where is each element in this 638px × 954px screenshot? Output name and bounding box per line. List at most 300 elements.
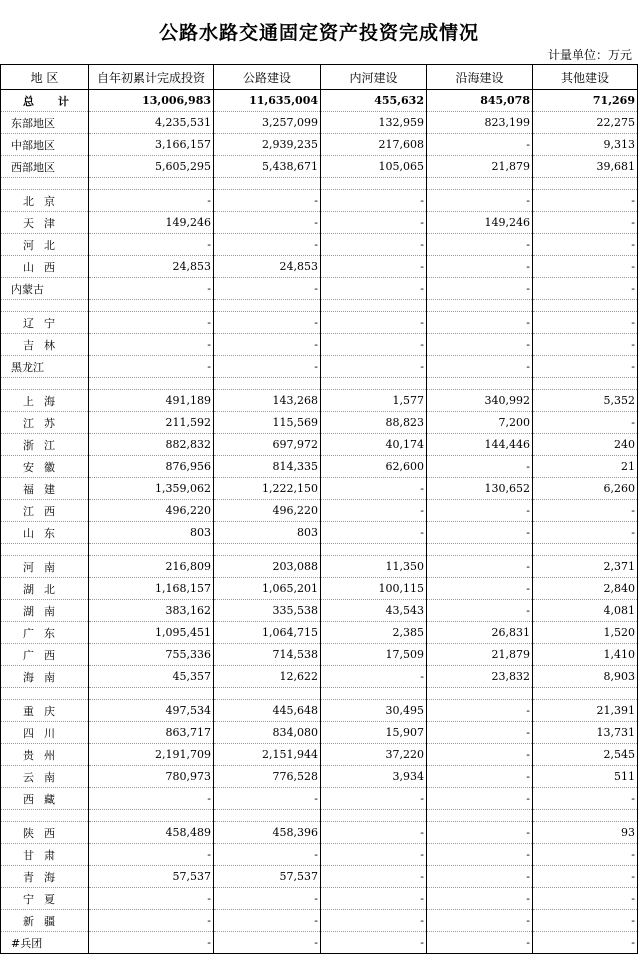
- region-cell: 广西: [1, 644, 89, 666]
- road-construction-cell: 697,972: [214, 434, 321, 456]
- spacer-cell: [533, 688, 638, 700]
- coastal-construction-cell: -: [427, 600, 533, 622]
- total-investment-cell: 5,605,295: [89, 156, 214, 178]
- region-cell: 浙江: [1, 434, 89, 456]
- table-row: [1, 112, 638, 134]
- coastal-construction-cell: 130,652: [427, 478, 533, 500]
- road-construction-cell: 814,335: [214, 456, 321, 478]
- spacer-cell: [321, 378, 427, 390]
- other-construction-cell: 39,681: [533, 156, 638, 178]
- region-cell: 黑龙江: [1, 356, 89, 378]
- inland-waterway-cell: 40,174: [321, 434, 427, 456]
- total-investment-cell: -: [89, 844, 214, 866]
- road-construction-cell: 335,538: [214, 600, 321, 622]
- table-row: [1, 390, 638, 412]
- road-construction-cell: -: [214, 932, 321, 954]
- inland-waterway-cell: 217,608: [321, 134, 427, 156]
- region-cell: 西部地区: [1, 156, 89, 178]
- spacer-cell: [427, 178, 533, 190]
- table-row: [1, 134, 638, 156]
- total-investment-cell: -: [89, 888, 214, 910]
- spacer-cell: [321, 300, 427, 312]
- spacer-cell: [533, 178, 638, 190]
- region-cell: 总 计: [1, 90, 89, 112]
- region-cell: 新疆: [1, 910, 89, 932]
- coastal-construction-cell: -: [427, 866, 533, 888]
- table-row: [1, 622, 638, 644]
- table-row: [1, 766, 638, 788]
- spacer-cell: [1, 378, 89, 390]
- spacer-row: [1, 688, 638, 700]
- table-header-row: [1, 65, 638, 90]
- other-construction-cell: 4,081: [533, 600, 638, 622]
- total-investment-cell: 1,168,157: [89, 578, 214, 600]
- spacer-cell: [1, 810, 89, 822]
- region-cell: 安徽: [1, 456, 89, 478]
- coastal-construction-cell: -: [427, 456, 533, 478]
- column-header-total-investment: 自年初累计完成投资: [89, 65, 214, 90]
- total-investment-cell: 1,095,451: [89, 622, 214, 644]
- table-row: [1, 256, 638, 278]
- road-construction-cell: 496,220: [214, 500, 321, 522]
- table-row: [1, 578, 638, 600]
- table-row: [1, 700, 638, 722]
- total-investment-cell: -: [89, 932, 214, 954]
- road-construction-cell: -: [214, 334, 321, 356]
- region-cell: 江西: [1, 500, 89, 522]
- coastal-construction-cell: -: [427, 334, 533, 356]
- coastal-construction-cell: 144,446: [427, 434, 533, 456]
- other-construction-cell: -: [533, 932, 638, 954]
- inland-waterway-cell: -: [321, 334, 427, 356]
- region-cell: 中部地区: [1, 134, 89, 156]
- inland-waterway-cell: -: [321, 234, 427, 256]
- table-row: [1, 212, 638, 234]
- region-cell: 江苏: [1, 412, 89, 434]
- other-construction-cell: -: [533, 500, 638, 522]
- inland-waterway-cell: -: [321, 212, 427, 234]
- coastal-construction-cell: -: [427, 700, 533, 722]
- region-cell: 海南: [1, 666, 89, 688]
- coastal-construction-cell: -: [427, 312, 533, 334]
- spacer-cell: [321, 178, 427, 190]
- spacer-cell: [214, 300, 321, 312]
- table-row: [1, 334, 638, 356]
- inland-waterway-cell: -: [321, 822, 427, 844]
- road-construction-cell: -: [214, 234, 321, 256]
- inland-waterway-cell: 11,350: [321, 556, 427, 578]
- spacer-cell: [533, 544, 638, 556]
- other-construction-cell: -: [533, 844, 638, 866]
- spacer-cell: [1, 544, 89, 556]
- inland-waterway-cell: -: [321, 844, 427, 866]
- region-cell: 甘肃: [1, 844, 89, 866]
- total-investment-cell: -: [89, 356, 214, 378]
- other-construction-cell: 8,903: [533, 666, 638, 688]
- spacer-row: [1, 544, 638, 556]
- coastal-construction-cell: -: [427, 578, 533, 600]
- table-row: [1, 478, 638, 500]
- total-investment-cell: 149,246: [89, 212, 214, 234]
- other-construction-cell: -: [533, 312, 638, 334]
- other-construction-cell: -: [533, 278, 638, 300]
- inland-waterway-cell: -: [321, 278, 427, 300]
- spacer-cell: [1, 688, 89, 700]
- region-cell: 贵州: [1, 744, 89, 766]
- road-construction-cell: 2,151,944: [214, 744, 321, 766]
- region-cell: 广东: [1, 622, 89, 644]
- total-investment-cell: 876,956: [89, 456, 214, 478]
- other-construction-cell: 93: [533, 822, 638, 844]
- other-construction-cell: 1,520: [533, 622, 638, 644]
- other-construction-cell: 511: [533, 766, 638, 788]
- total-investment-cell: 4,235,531: [89, 112, 214, 134]
- spacer-cell: [214, 378, 321, 390]
- region-cell: 辽宁: [1, 312, 89, 334]
- region-cell: 宁夏: [1, 888, 89, 910]
- road-construction-cell: 57,537: [214, 866, 321, 888]
- region-cell: 内蒙古: [1, 278, 89, 300]
- road-construction-cell: 776,528: [214, 766, 321, 788]
- table-body: [1, 90, 638, 954]
- region-cell: 福建: [1, 478, 89, 500]
- total-investment-cell: 211,592: [89, 412, 214, 434]
- inland-waterway-cell: -: [321, 522, 427, 544]
- spacer-row: [1, 178, 638, 190]
- total-investment-cell: -: [89, 334, 214, 356]
- other-construction-cell: -: [533, 190, 638, 212]
- spacer-cell: [214, 178, 321, 190]
- total-investment-cell: 780,973: [89, 766, 214, 788]
- coastal-construction-cell: -: [427, 500, 533, 522]
- road-construction-cell: -: [214, 212, 321, 234]
- table-row: [1, 456, 638, 478]
- region-cell: 上海: [1, 390, 89, 412]
- spacer-cell: [214, 810, 321, 822]
- coastal-construction-cell: -: [427, 234, 533, 256]
- other-construction-cell: -: [533, 234, 638, 256]
- other-construction-cell: -: [533, 334, 638, 356]
- other-construction-cell: 5,352: [533, 390, 638, 412]
- table-row: [1, 234, 638, 256]
- other-construction-cell: -: [533, 356, 638, 378]
- total-investment-cell: -: [89, 910, 214, 932]
- page-title: 公路水路交通固定资产投资完成情况: [158, 22, 479, 44]
- region-cell: 湖北: [1, 578, 89, 600]
- road-construction-cell: 24,853: [214, 256, 321, 278]
- road-construction-cell: -: [214, 844, 321, 866]
- other-construction-cell: -: [533, 910, 638, 932]
- coastal-construction-cell: 149,246: [427, 212, 533, 234]
- total-investment-cell: 803: [89, 522, 214, 544]
- total-investment-cell: 882,832: [89, 434, 214, 456]
- inland-waterway-cell: 15,907: [321, 722, 427, 744]
- total-investment-cell: 13,006,983: [89, 90, 214, 112]
- inland-waterway-cell: -: [321, 788, 427, 810]
- coastal-construction-cell: -: [427, 278, 533, 300]
- coastal-construction-cell: -: [427, 744, 533, 766]
- total-investment-cell: 863,717: [89, 722, 214, 744]
- spacer-cell: [214, 688, 321, 700]
- inland-waterway-cell: 455,632: [321, 90, 427, 112]
- region-cell: 东部地区: [1, 112, 89, 134]
- inland-waterway-cell: -: [321, 910, 427, 932]
- other-construction-cell: 9,313: [533, 134, 638, 156]
- table-row: [1, 644, 638, 666]
- other-construction-cell: -: [533, 888, 638, 910]
- region-cell: 北京: [1, 190, 89, 212]
- spacer-cell: [427, 300, 533, 312]
- other-construction-cell: 6,260: [533, 478, 638, 500]
- spacer-cell: [427, 688, 533, 700]
- road-construction-cell: -: [214, 312, 321, 334]
- coastal-construction-cell: 21,879: [427, 156, 533, 178]
- coastal-construction-cell: -: [427, 556, 533, 578]
- spacer-cell: [214, 544, 321, 556]
- table-row: [1, 600, 638, 622]
- spacer-cell: [89, 544, 214, 556]
- total-investment-cell: 755,336: [89, 644, 214, 666]
- inland-waterway-cell: 105,065: [321, 156, 427, 178]
- spacer-cell: [427, 378, 533, 390]
- table-row: [1, 822, 638, 844]
- inland-waterway-cell: 17,509: [321, 644, 427, 666]
- coastal-construction-cell: -: [427, 722, 533, 744]
- other-construction-cell: 71,269: [533, 90, 638, 112]
- other-construction-cell: -: [533, 788, 638, 810]
- table-row: [1, 866, 638, 888]
- region-cell: 云南: [1, 766, 89, 788]
- road-construction-cell: 714,538: [214, 644, 321, 666]
- region-cell: 河南: [1, 556, 89, 578]
- other-construction-cell: 21,391: [533, 700, 638, 722]
- other-construction-cell: 2,545: [533, 744, 638, 766]
- other-construction-cell: -: [533, 522, 638, 544]
- total-row: [1, 90, 638, 112]
- region-cell: 重庆: [1, 700, 89, 722]
- coastal-construction-cell: -: [427, 932, 533, 954]
- coastal-construction-cell: 340,992: [427, 390, 533, 412]
- spacer-row: [1, 810, 638, 822]
- inland-waterway-cell: 3,934: [321, 766, 427, 788]
- spacer-cell: [1, 300, 89, 312]
- other-construction-cell: 240: [533, 434, 638, 456]
- other-construction-cell: -: [533, 256, 638, 278]
- total-investment-cell: 383,162: [89, 600, 214, 622]
- table-row: [1, 556, 638, 578]
- table-row: [1, 412, 638, 434]
- spacer-cell: [89, 300, 214, 312]
- coastal-construction-cell: 845,078: [427, 90, 533, 112]
- coastal-construction-cell: -: [427, 356, 533, 378]
- table-row: [1, 722, 638, 744]
- coastal-construction-cell: -: [427, 844, 533, 866]
- road-construction-cell: 5,438,671: [214, 156, 321, 178]
- total-investment-cell: -: [89, 234, 214, 256]
- spacer-cell: [1, 178, 89, 190]
- region-cell: 四川: [1, 722, 89, 744]
- inland-waterway-cell: -: [321, 190, 427, 212]
- inland-waterway-cell: -: [321, 312, 427, 334]
- region-cell: 陕西: [1, 822, 89, 844]
- coastal-construction-cell: -: [427, 822, 533, 844]
- road-construction-cell: 203,088: [214, 556, 321, 578]
- region-cell: 山西: [1, 256, 89, 278]
- other-construction-cell: -: [533, 866, 638, 888]
- other-construction-cell: -: [533, 412, 638, 434]
- table-row: [1, 522, 638, 544]
- table-row: [1, 844, 638, 866]
- spacer-row: [1, 378, 638, 390]
- other-construction-cell: -: [533, 212, 638, 234]
- spacer-cell: [533, 810, 638, 822]
- table-row: [1, 278, 638, 300]
- inland-waterway-cell: 43,543: [321, 600, 427, 622]
- inland-waterway-cell: 30,495: [321, 700, 427, 722]
- road-construction-cell: 458,396: [214, 822, 321, 844]
- total-investment-cell: 216,809: [89, 556, 214, 578]
- column-header-other-construction: 其他建设: [533, 65, 638, 90]
- region-cell: 青海: [1, 866, 89, 888]
- other-construction-cell: 1,410: [533, 644, 638, 666]
- road-construction-cell: -: [214, 788, 321, 810]
- road-construction-cell: 1,065,201: [214, 578, 321, 600]
- inland-waterway-cell: -: [321, 666, 427, 688]
- other-construction-cell: 13,731: [533, 722, 638, 744]
- total-investment-cell: 24,853: [89, 256, 214, 278]
- region-cell: #兵团: [1, 932, 89, 954]
- coastal-construction-cell: 23,832: [427, 666, 533, 688]
- road-construction-cell: 3,257,099: [214, 112, 321, 134]
- table-row: [1, 156, 638, 178]
- road-construction-cell: -: [214, 356, 321, 378]
- table-row: [1, 888, 638, 910]
- coastal-construction-cell: -: [427, 766, 533, 788]
- coastal-construction-cell: -: [427, 888, 533, 910]
- total-investment-cell: 497,534: [89, 700, 214, 722]
- spacer-cell: [321, 544, 427, 556]
- spacer-cell: [427, 810, 533, 822]
- inland-waterway-cell: 2,385: [321, 622, 427, 644]
- inland-waterway-cell: -: [321, 356, 427, 378]
- coastal-construction-cell: 823,199: [427, 112, 533, 134]
- inland-waterway-cell: 1,577: [321, 390, 427, 412]
- table-row: [1, 190, 638, 212]
- coastal-construction-cell: -: [427, 788, 533, 810]
- unit-label: 计量单位：万元: [547, 48, 632, 62]
- total-investment-cell: 2,191,709: [89, 744, 214, 766]
- total-investment-cell: -: [89, 190, 214, 212]
- spacer-row: [1, 300, 638, 312]
- road-construction-cell: 12,622: [214, 666, 321, 688]
- road-construction-cell: 445,648: [214, 700, 321, 722]
- coastal-construction-cell: -: [427, 522, 533, 544]
- table-row: [1, 356, 638, 378]
- column-header-road-construction: 公路建设: [214, 65, 321, 90]
- total-investment-cell: 491,189: [89, 390, 214, 412]
- region-cell: 湖南: [1, 600, 89, 622]
- table-row: [1, 932, 638, 954]
- inland-waterway-cell: 62,600: [321, 456, 427, 478]
- spacer-cell: [427, 544, 533, 556]
- coastal-construction-cell: 26,831: [427, 622, 533, 644]
- column-header-inland-waterway: 内河建设: [321, 65, 427, 90]
- road-construction-cell: 115,569: [214, 412, 321, 434]
- region-cell: 天津: [1, 212, 89, 234]
- road-construction-cell: 1,222,150: [214, 478, 321, 500]
- inland-waterway-cell: 132,959: [321, 112, 427, 134]
- coastal-construction-cell: -: [427, 134, 533, 156]
- total-investment-cell: 3,166,157: [89, 134, 214, 156]
- spacer-cell: [89, 178, 214, 190]
- total-investment-cell: 458,489: [89, 822, 214, 844]
- column-header-region: 地 区: [1, 65, 89, 90]
- region-cell: 吉林: [1, 334, 89, 356]
- inland-waterway-cell: -: [321, 888, 427, 910]
- other-construction-cell: 22,275: [533, 112, 638, 134]
- other-construction-cell: 2,840: [533, 578, 638, 600]
- road-construction-cell: -: [214, 910, 321, 932]
- total-investment-cell: 57,537: [89, 866, 214, 888]
- road-construction-cell: 1,064,715: [214, 622, 321, 644]
- total-investment-cell: -: [89, 788, 214, 810]
- coastal-construction-cell: -: [427, 256, 533, 278]
- total-investment-cell: 496,220: [89, 500, 214, 522]
- table-row: [1, 312, 638, 334]
- region-cell: 山东: [1, 522, 89, 544]
- table-row: [1, 500, 638, 522]
- road-construction-cell: 834,080: [214, 722, 321, 744]
- region-cell: 河北: [1, 234, 89, 256]
- total-investment-cell: 45,357: [89, 666, 214, 688]
- table-row: [1, 666, 638, 688]
- coastal-construction-cell: -: [427, 910, 533, 932]
- road-construction-cell: -: [214, 278, 321, 300]
- other-construction-cell: 2,371: [533, 556, 638, 578]
- road-construction-cell: 803: [214, 522, 321, 544]
- spacer-cell: [89, 688, 214, 700]
- inland-waterway-cell: 88,823: [321, 412, 427, 434]
- inland-waterway-cell: -: [321, 866, 427, 888]
- inland-waterway-cell: -: [321, 500, 427, 522]
- table-row: [1, 788, 638, 810]
- column-header-coastal-construction: 沿海建设: [427, 65, 533, 90]
- total-investment-cell: -: [89, 312, 214, 334]
- other-construction-cell: 21: [533, 456, 638, 478]
- spacer-cell: [533, 378, 638, 390]
- region-cell: 西藏: [1, 788, 89, 810]
- inland-waterway-cell: -: [321, 932, 427, 954]
- road-construction-cell: 2,939,235: [214, 134, 321, 156]
- table-row: [1, 744, 638, 766]
- road-construction-cell: -: [214, 190, 321, 212]
- spacer-cell: [321, 688, 427, 700]
- table-row: [1, 910, 638, 932]
- coastal-construction-cell: 7,200: [427, 412, 533, 434]
- road-construction-cell: -: [214, 888, 321, 910]
- inland-waterway-cell: -: [321, 256, 427, 278]
- spacer-cell: [89, 378, 214, 390]
- inland-waterway-cell: 37,220: [321, 744, 427, 766]
- investment-table: [0, 64, 638, 954]
- spacer-cell: [89, 810, 214, 822]
- spacer-cell: [321, 810, 427, 822]
- table-row: [1, 434, 638, 456]
- inland-waterway-cell: -: [321, 478, 427, 500]
- coastal-construction-cell: 21,879: [427, 644, 533, 666]
- inland-waterway-cell: 100,115: [321, 578, 427, 600]
- coastal-construction-cell: -: [427, 190, 533, 212]
